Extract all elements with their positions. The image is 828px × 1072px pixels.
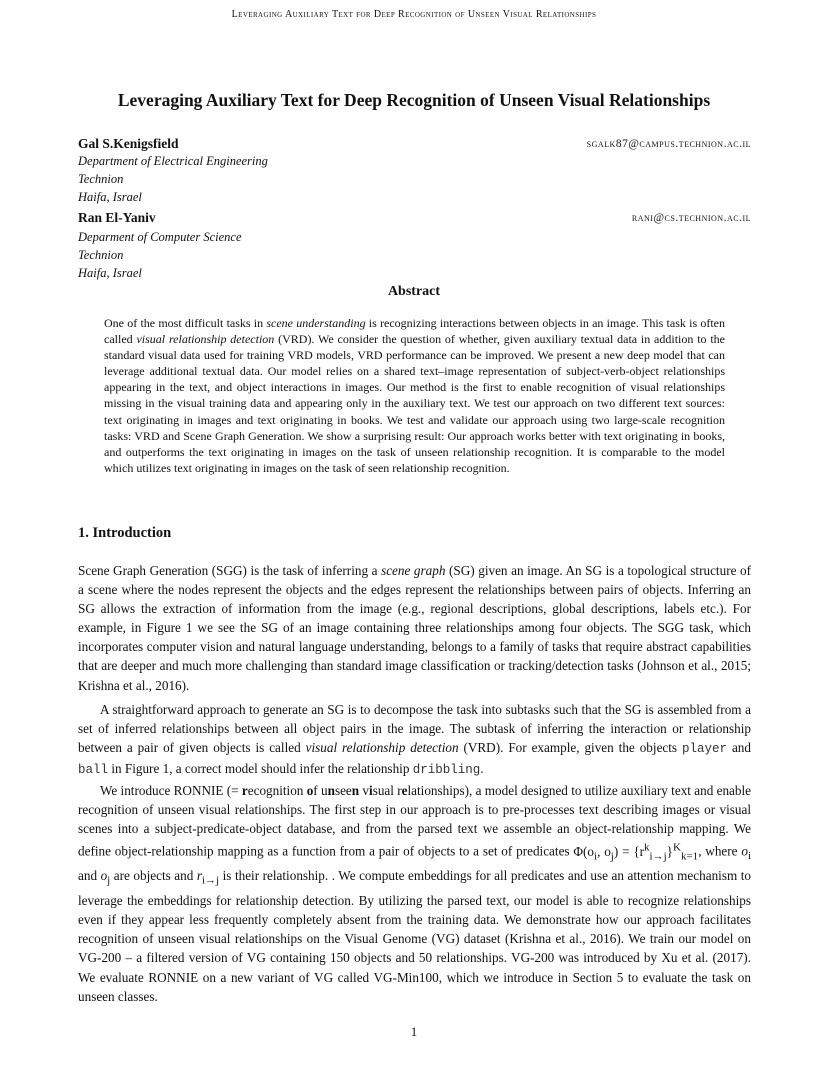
intro-paragraph-3: We introduce RONNIE (= recognition of unseen visual relationships), a model designed to utilize auxiliary text and enable recognition of unseen visual relationships. The first step in our approach is to pre-processes text describing images or visual scenes into a subject-predicate-object database, and from the parsed text we assemble an object-relationship mapping. We define object-relationship mapping as a function from a pair of objects to a set of predicates $\Phi(o_i$, $o_j) = \{r^k_{i\to j}\}^K_{k=1}$, where $o_i$ and $o_j$ are objects and $r_{i\to j}$ is their relationship. . We compute embeddings for all predicates and use an attention mechanism to leverage the embeddings for relationship detection. By utilizing the parsed text, our model is able to recognize relationships even if they appear less frequently completely absent from the training data. We demonstrate how our approach facilitates recognition of unseen visual relationships on the Visual Genome (VG) dataset (Krishna et al., 2016). We train our model on VG-200 – a filtered version of VG containing 150 objects and 50 relationships. VG-200 was introduced by Xu et al. (2017). We evaluate RONNIE on a new variant of VG called VG-Min100, which we introduce in Section 5 to evaluate the task on unseen classes. — [78, 783, 751, 1004]
author-2-department: Deparment of Computer Science — [78, 230, 242, 244]
section-heading-introduction: 1. Introduction — [78, 525, 172, 541]
author-1-email[interactable]: sgalk87@campus.technion.ac.il — [586, 138, 751, 150]
author-1-name: Gal S.Kenigsfield — [78, 136, 179, 151]
page-number: 1 — [410, 1024, 418, 1039]
author-1-institution: Technion — [78, 172, 124, 186]
author-2-name: Ran El-Yaniv — [78, 210, 156, 225]
author-2-affiliation — [78, 228, 242, 282]
paper-title: Leveraging Auxiliary Text for Deep Recognition of Unseen Visual Relationships — [117, 90, 711, 110]
author-2-email[interactable]: rani@cs.technion.ac.il — [631, 212, 751, 224]
intro-paragraph-2: A straightforward approach to generate an SG is to decompose the task into subtasks such that the SG is assembled from a set of inferred relationships between all object pairs in the image. The subtask of inferring the interaction or relationship between a pair of given objects is called visual relationship detection (VRD). For example, given the objects player and ball in Figure 1, a correct model should infer the relationship dribbling. — [78, 702, 751, 778]
intro-paragraph-1: Scene Graph Generation (SGG) is the task of inferring a scene graph (SG) given an image. An SG is a topological structure of a scene where the nodes represent the objects and the edges represent the relationships between pairs of objects. Inferring an SG allows the extraction of information from the image (e.g., regional descriptions, global descriptions, labels etc.). For example, in Figure 1 we see the SG of an image containing three relationships among four objects. The SGG task, which incorporates computer vision and natural language understanding, belongs to a family of tasks that require abstract capabilities that are deeper and much more challenging than standard image classification or tracking/detection tasks (Johnson et al., 2015; Krishna et al., 2016). — [78, 563, 751, 693]
running-head: Leveraging Auxiliary Text for Deep Recognition of Unseen Visual Relationships — [231, 9, 597, 20]
abstract-body: One of the most difficult tasks in scene understanding is recognizing interactions between objects in an image. This task is often called visual relationship detection (VRD). We consider the question of whether, given auxiliary textual data in addition to the standard visual data used for training VRD models, VRD performance can be improved. We present a new deep model that can leverage additional textual data. Our model relies on a shared text–image representation of subject-verb-object relationships appearing in the text, and object interactions in images. Our method is the first to enable recognition of visual relationships missing in the visual training data and appearing only in the auxiliary text. We test our approach on two different text sources: text originating in images and text originating in books. We test and validate our approach using two large-scale recognition tasks: VRD and Scene Graph Generation. We show a surprising result: Our approach works better with text originating in books, and outperforms the text originating in images on the task of unseen relationship recognition. It is comparable to the model which utilizes text originating in images on the task of seen relationship recognition. — [104, 316, 725, 475]
author-1-location: Haifa, Israel — [78, 190, 142, 204]
author-1-department: Department of Electrical Engineering — [78, 154, 268, 168]
author-1-affiliation — [78, 152, 268, 206]
abstract-heading: Abstract — [387, 284, 441, 299]
author-2-location: Haifa, Israel — [78, 266, 142, 280]
math-predicate-set: $\Phi(o_i$, $o_j) = \{r^k_{i\to j}\}^K_{k=1}$ — [573, 841, 699, 863]
author-2-institution: Technion — [78, 248, 124, 262]
